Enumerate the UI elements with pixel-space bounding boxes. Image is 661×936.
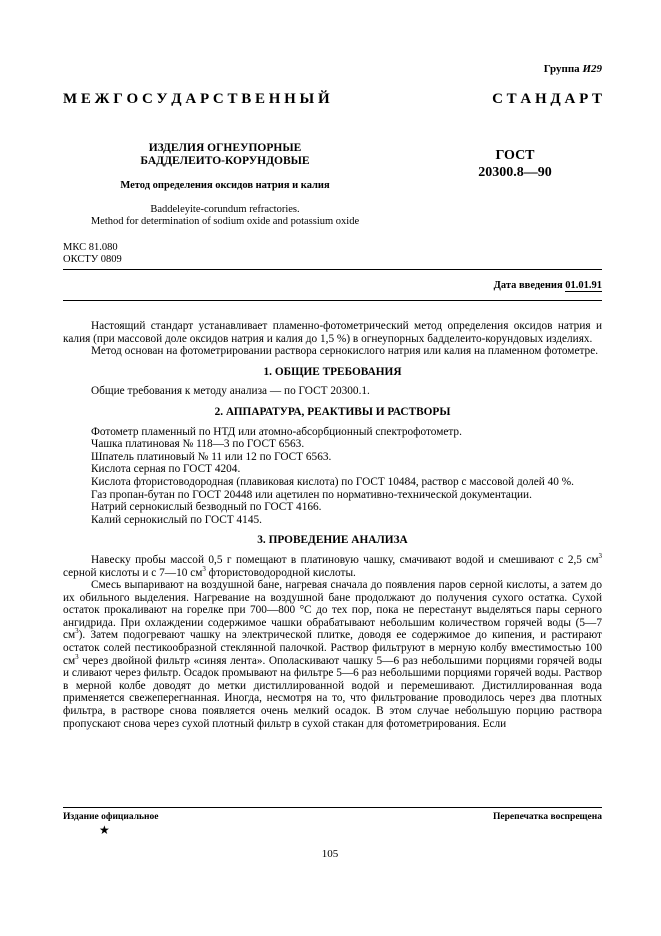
top-divider [63, 269, 602, 270]
group-label [520, 63, 602, 75]
list-item: Газ пропан-бутан по ГОСТ 20448 или ацетилен по нормативно-технической документации. [91, 488, 532, 501]
list-item: Калий сернокислый по ГОСТ 4145. [91, 513, 262, 526]
text-run: Смесь выпаривают на воздушной бане, нагревая сначала до появления паров серной кислоты, а затем до их обильного выделения. Нагревание на воздушной бане продолжают до получения сухого остатка. Сухой остаток прокаливают на горелке при 700—800 °С до тех пор, пока не перестанут выделяться пары серного ангидрида. При охлаждении содержимое чашки обрабатывают небольшим количеством горячей воды (5—7 см [63, 579, 602, 642]
section-3-paragraph-1 [63, 554, 602, 579]
list-item: Кислота фтористоводородная (плавиковая кислота) по ГОСТ 10484, раствор с массовой долей 40 %. [91, 475, 575, 488]
okstu-code: ОКСТУ 0809 [63, 254, 122, 265]
list-item: Чашка платиновая № 118—3 по ГОСТ 6563. [91, 438, 305, 451]
date-divider [63, 300, 602, 301]
english-title [50, 204, 400, 228]
title-line-2: БАДДЕЛЕИТО-КОРУНДОВЫЕ [140, 155, 310, 167]
mks-code: МКС 81.080 [63, 242, 118, 253]
banner-right: С Т А Н Д А Р Т [492, 91, 602, 107]
gost-number [460, 147, 570, 181]
text-run: через двойной фильтр «синяя лента». Ополаскивают чашку 5—6 раз небольшими порциями горячей воды и сливают через фильтр. Осадок промывают на фильтре 5—6 раз небольшими порциями горячей воды. Раствор в мерной колбе доводят до метки дистиллированной водой и перемешивают. Дистиллированная вода применяется свежеперегнанная. Иногда, несмотря на то, что фильтрование проводилось через два плотных фильтра, в растворе снова появляется очень мелкий осадок. В этом случае небольшую порцию раствора пропускают снова через сухой плотный фильтр в сухой стакан для фотометрирования. Если [63, 654, 602, 730]
text-run: Навеску пробы массой 0,5 г помещают в платиновую чашку, смачивают водой и смешивают с 2,5 см [91, 553, 599, 566]
text-run: серной кислоты и с 7—10 см [63, 566, 203, 579]
section-3-paragraph-2 [63, 579, 602, 730]
english-line-2: Method for determination of sodium oxide and potassium oxide [90, 216, 360, 227]
list-item: Натрий сернокислый безводный по ГОСТ 4166. [91, 501, 322, 514]
gost-label: ГОСТ [495, 148, 535, 163]
official-edition-label: Издание официальное [63, 812, 159, 822]
footer-divider [63, 807, 602, 808]
text-run: ). Затем подогревают чашку на электрической плитке, доводя ее содержимое до кипения, и растирают остаток солей пестикообразной стеклянной палочкой. Раствор фильтруют в мерную колбу вместимостью 100 см [63, 629, 602, 667]
superscript: 3 [75, 627, 79, 636]
group-code: И29 [582, 63, 602, 75]
list-item: Фотометр пламенный по НТД или атомно-абсорбционный спектрофотометр. [91, 425, 462, 438]
intro-date-label: Дата введения [493, 280, 563, 291]
superscript: 3 [75, 652, 79, 661]
text-run: фтористоводородной кислоты. [205, 566, 356, 579]
intro-paragraph-2: Метод основан на фотометрировании раствора сернокислого натрия или калия на пламенном фотометре. [91, 345, 599, 358]
list-item: Шпатель платиновый № 11 или 12 по ГОСТ 6563. [91, 450, 332, 463]
document-body [63, 320, 602, 730]
group-label-text: Группа [543, 63, 580, 75]
banner-left: М Е Ж Г О С У Д А Р С Т В Е Н Н Ы Й [63, 91, 330, 107]
star-icon: ★ [99, 823, 110, 837]
superscript: 3 [598, 552, 602, 561]
section-3-heading: 3. ПРОВЕДЕНИЕ АНАЛИЗА [257, 534, 408, 547]
page-number: 105 [321, 848, 339, 860]
method-title: Метод определения оксидов натрия и калия [120, 180, 330, 191]
standard-banner [63, 91, 602, 108]
intro-paragraph-1: Настоящий стандарт устанавливает пламенно-фотометрический метод определения оксидов натрия и калия (при массовой доле оксидов натрия и калия до 1,5 %) в огнеупорных бадделеито-корундовых изделиях. [63, 320, 602, 345]
gost-code: 20300.8—90 [478, 165, 552, 180]
reprint-prohibited-label: Перепечатка воспрещена [492, 812, 602, 822]
intro-date [400, 280, 602, 291]
superscript: 3 [202, 564, 206, 573]
english-line-1: Baddeleyite-corundum refractories. [150, 204, 300, 215]
document-title [100, 142, 350, 168]
section-1-text: Общие требования к методу анализа — по ГОСТ 20300.1. [91, 385, 370, 398]
intro-date-value: 01.01.91 [565, 280, 602, 291]
title-line-1: ИЗДЕЛИЯ ОГНЕУПОРНЫЕ [148, 142, 302, 154]
section-1-heading: 1. ОБЩИЕ ТРЕБОВАНИЯ [263, 365, 402, 378]
classification-codes [63, 242, 122, 266]
list-item: Кислота серная по ГОСТ 4204. [91, 463, 241, 476]
section-2-heading: 2. АППАРАТУРА, РЕАКТИВЫ И РАСТВОРЫ [214, 405, 451, 418]
